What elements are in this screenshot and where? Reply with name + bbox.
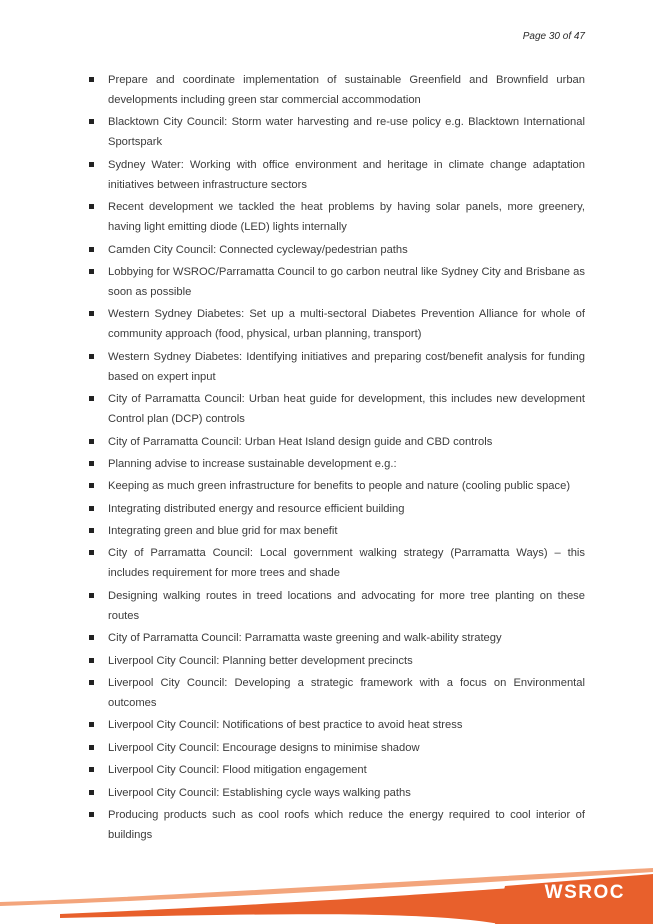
list-item-text: Keeping as much green infrastructure for benefits to people and nature (cooling public space) <box>108 480 571 493</box>
bullet-icon <box>89 439 94 444</box>
wsroc-logo: WSROC <box>544 882 625 903</box>
bullet-icon <box>89 550 94 555</box>
list-item-text: Liverpool City Council: Developing a strategic framework with a focus on Environmental outcomes <box>108 677 585 710</box>
bullet-icon <box>89 528 94 533</box>
list-item-text: Producing products such as cool roofs which reduce the energy required to cool interior of buildings <box>108 808 585 841</box>
bullet-icon <box>89 680 94 685</box>
bullet-icon <box>89 77 94 82</box>
list-item <box>89 673 585 713</box>
list-item <box>89 715 585 735</box>
list-item-text: Liverpool City Council: Flood mitigation engagement <box>108 764 367 777</box>
list-item-text: Western Sydney Diabetes: Identifying initiatives and preparing cost/benefit analysis for funding based on expert input <box>108 350 585 383</box>
bullet-icon <box>89 311 94 316</box>
bullet-icon <box>89 767 94 772</box>
list-item-text: Prepare and coordinate implementation of sustainable Greenfield and Brownfield urban developments including green star commercial accommodation <box>108 74 585 106</box>
bullet-icon <box>89 506 94 511</box>
bullet-icon <box>89 247 94 252</box>
list-item <box>89 476 585 496</box>
list-item-text: Recent development we tackled the heat problems by having solar panels, more greenery, having light emitting diode (LED) lights internally <box>108 201 585 234</box>
bullet-icon <box>89 745 94 750</box>
bullet-icon <box>89 204 94 209</box>
list-item <box>89 432 585 452</box>
list-item-text: Planning advise to increase sustainable development e.g.: <box>108 457 397 470</box>
bullet-icon <box>89 119 94 124</box>
list-item-text: City of Parramatta Council: Local government walking strategy (Parramatta Ways) – this includes requirement for more trees and shade <box>108 547 585 580</box>
bullet-icon <box>89 722 94 727</box>
bullet-icon <box>89 812 94 817</box>
list-item-text: Liverpool City Council: Notifications of best practice to avoid heat stress <box>108 719 463 732</box>
list-item <box>89 805 585 845</box>
list-item <box>89 783 585 803</box>
list-item-text: Camden City Council: Connected cycleway/pedestrian paths <box>108 243 408 256</box>
list-item-text: Liverpool City Council: Encourage designs to minimise shadow <box>108 741 420 754</box>
list-item-text: Western Sydney Diabetes: Set up a multi-sectoral Diabetes Prevention Alliance for whole of community approach (food, physical, urban planning, transport) <box>108 308 585 341</box>
list-item <box>89 112 585 152</box>
list-item <box>89 155 585 195</box>
list-item <box>89 738 585 758</box>
list-item <box>89 262 585 302</box>
list-item-text: City of Parramatta Council: Urban heat guide for development, this includes new development Control plan (DCP) controls <box>108 393 585 426</box>
bullet-list <box>89 70 585 847</box>
list-item-text: Liverpool City Council: Establishing cycle ways walking paths <box>108 786 411 799</box>
bullet-icon <box>89 396 94 401</box>
list-item <box>89 499 585 519</box>
bullet-icon <box>89 790 94 795</box>
list-item-text: Integrating green and blue grid for max benefit <box>108 525 338 538</box>
list-item-text: Lobbying for WSROC/Parramatta Council to go carbon neutral like Sydney City and Brisbane as soon as possible <box>108 265 585 298</box>
list-item <box>89 651 585 671</box>
list-item-text: City of Parramatta Council: Urban Heat Island design guide and CBD controls <box>108 435 493 448</box>
bullet-icon <box>89 658 94 663</box>
bullet-icon <box>89 162 94 167</box>
list-item <box>89 70 585 110</box>
list-item-text: Sydney Water: Working with office environment and heritage in climate change adaptation initiatives between infrastructure sectors <box>108 158 585 191</box>
bullet-icon <box>89 269 94 274</box>
list-item <box>89 543 585 583</box>
bullet-icon <box>89 593 94 598</box>
list-item <box>89 521 585 541</box>
list-item <box>89 628 585 648</box>
list-item-text: Blacktown City Council: Storm water harvesting and re-use policy e.g. Blacktown International Sportspark <box>108 116 585 149</box>
list-item <box>89 347 585 387</box>
list-item <box>89 586 585 626</box>
list-item-text: Integrating distributed energy and resource efficient building <box>108 502 405 515</box>
list-item <box>89 240 585 260</box>
list-item-text: Designing walking routes in treed locations and advocating for more tree planting on these routes <box>108 589 585 622</box>
list-item <box>89 197 585 237</box>
list-item-text: City of Parramatta Council: Parramatta waste greening and walk-ability strategy <box>108 632 502 645</box>
list-item <box>89 304 585 344</box>
bullet-icon <box>89 461 94 466</box>
bullet-icon <box>89 483 94 488</box>
bullet-icon <box>89 354 94 359</box>
list-item <box>89 389 585 429</box>
list-item <box>89 454 585 474</box>
list-item <box>89 760 585 780</box>
bullet-icon <box>89 635 94 640</box>
list-item-text: Liverpool City Council: Planning better development precincts <box>108 654 413 667</box>
page-number: Page 30 of 47 <box>522 31 585 42</box>
